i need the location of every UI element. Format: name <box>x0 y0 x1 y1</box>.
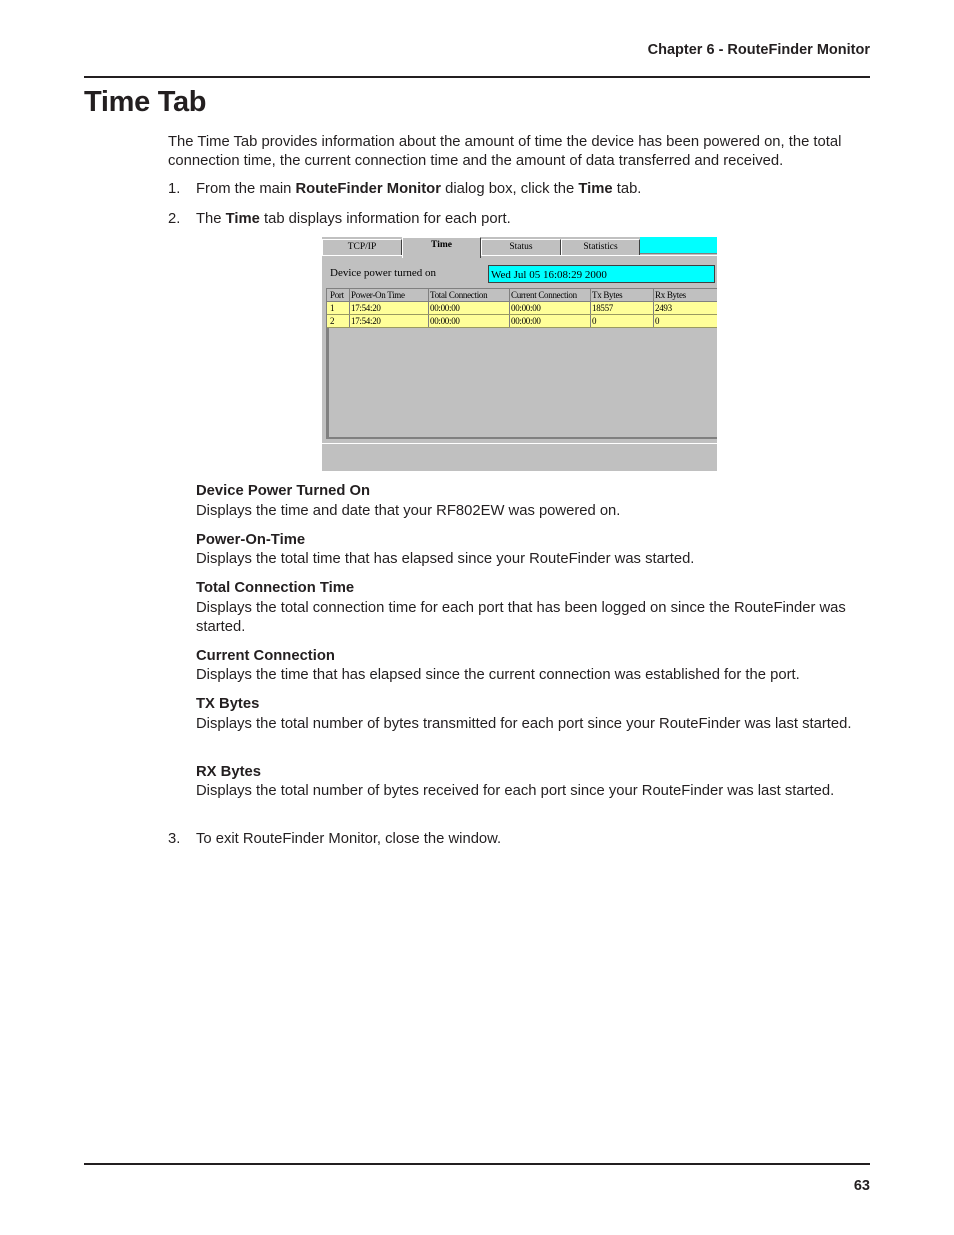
header-rule <box>84 76 870 78</box>
intro-paragraph: The Time Tab provides information about the amount of time the device has been powered on, the total connection time, the current connection time and the amount of data transferred and received. <box>168 134 842 169</box>
time-tab-screenshot <box>322 237 717 471</box>
def-term-device-power: Device Power Turned On <box>196 483 371 499</box>
device-power-value: Wed Jul 05 16:08:29 2000 <box>488 265 715 283</box>
step-2-number: 2. <box>168 211 181 227</box>
running-header: Chapter 6 - RouteFinder Monitor <box>647 42 870 58</box>
col-header-power-on-time[interactable]: Power-On Time <box>350 289 429 301</box>
col-header-port[interactable]: Port <box>329 289 350 301</box>
def-term-current-connection: Current Connection <box>196 648 335 664</box>
cell-total-connection: 00:00:00 <box>429 302 510 314</box>
col-header-current-connection[interactable]: Current Connection <box>510 289 591 301</box>
def-desc-rx-bytes: Displays the total number of bytes received for each port since your RouteFinder was last started. <box>196 783 835 799</box>
port-time-grid <box>326 288 717 439</box>
tab-time[interactable]: Time <box>402 237 481 258</box>
table-row[interactable] <box>327 315 717 328</box>
table-row[interactable] <box>327 302 717 315</box>
cell-total-connection: 00:00:00 <box>429 315 510 327</box>
tab-statistics[interactable]: Statistics <box>561 239 640 256</box>
grid-header-row <box>327 289 717 302</box>
def-term-total-connection: Total Connection Time <box>196 580 355 596</box>
def-desc-total-connection: Displays the total connection time for each port that has been logged on since the RouteFinder was started. <box>196 600 846 635</box>
cell-tx-bytes: 0 <box>591 315 654 327</box>
cell-port: 2 <box>329 315 350 327</box>
col-header-total-connection[interactable]: Total Connection <box>429 289 510 301</box>
cell-tx-bytes: 18557 <box>591 302 654 314</box>
footer-rule <box>84 1163 870 1165</box>
def-term-power-on-time: Power-On-Time <box>196 532 306 548</box>
cell-current-connection: 00:00:00 <box>510 315 591 327</box>
def-term-rx-bytes: RX Bytes <box>196 764 261 780</box>
step-3-text: To exit RouteFinder Monitor, close the window. <box>196 831 502 847</box>
def-desc-current-connection: Displays the time that has elapsed since the current connection was established for the port. <box>196 667 800 683</box>
cell-port: 1 <box>329 302 350 314</box>
tab-status[interactable]: Status <box>481 239 561 256</box>
cell-power-on-time: 17:54:20 <box>350 302 429 314</box>
def-term-tx-bytes: TX Bytes <box>196 696 260 712</box>
col-header-rx-bytes[interactable]: Rx Bytes <box>654 289 717 301</box>
step-1-number: 1. <box>168 181 181 197</box>
dialog-bottom-divider <box>322 443 717 444</box>
cell-current-connection: 00:00:00 <box>510 302 591 314</box>
cell-power-on-time: 17:54:20 <box>350 315 429 327</box>
page-title: Time Tab <box>84 86 207 118</box>
cell-rx-bytes: 0 <box>654 315 717 327</box>
cell-rx-bytes: 2493 <box>654 302 717 314</box>
step-3-number: 3. <box>168 831 181 847</box>
def-desc-power-on-time: Displays the total time that has elapsed since your RouteFinder was started. <box>196 551 695 567</box>
tab-baseline <box>322 255 717 256</box>
col-header-tx-bytes[interactable]: Tx Bytes <box>591 289 654 301</box>
step-2-text: The Time tab displays information for each port. <box>196 211 511 227</box>
def-desc-device-power: Displays the time and date that your RF802EW was powered on. <box>196 503 621 519</box>
device-power-label: Device power turned on <box>330 267 436 279</box>
tab-strip-highlight <box>640 237 717 254</box>
def-desc-tx-bytes: Displays the total number of bytes transmitted for each port since your RouteFinder was last started. <box>196 716 852 732</box>
step-1-text: From the main RouteFinder Monitor dialog box, click the Time tab. <box>196 181 642 197</box>
page-number: 63 <box>853 1178 870 1194</box>
tab-tcpip[interactable]: TCP/IP <box>322 239 402 256</box>
